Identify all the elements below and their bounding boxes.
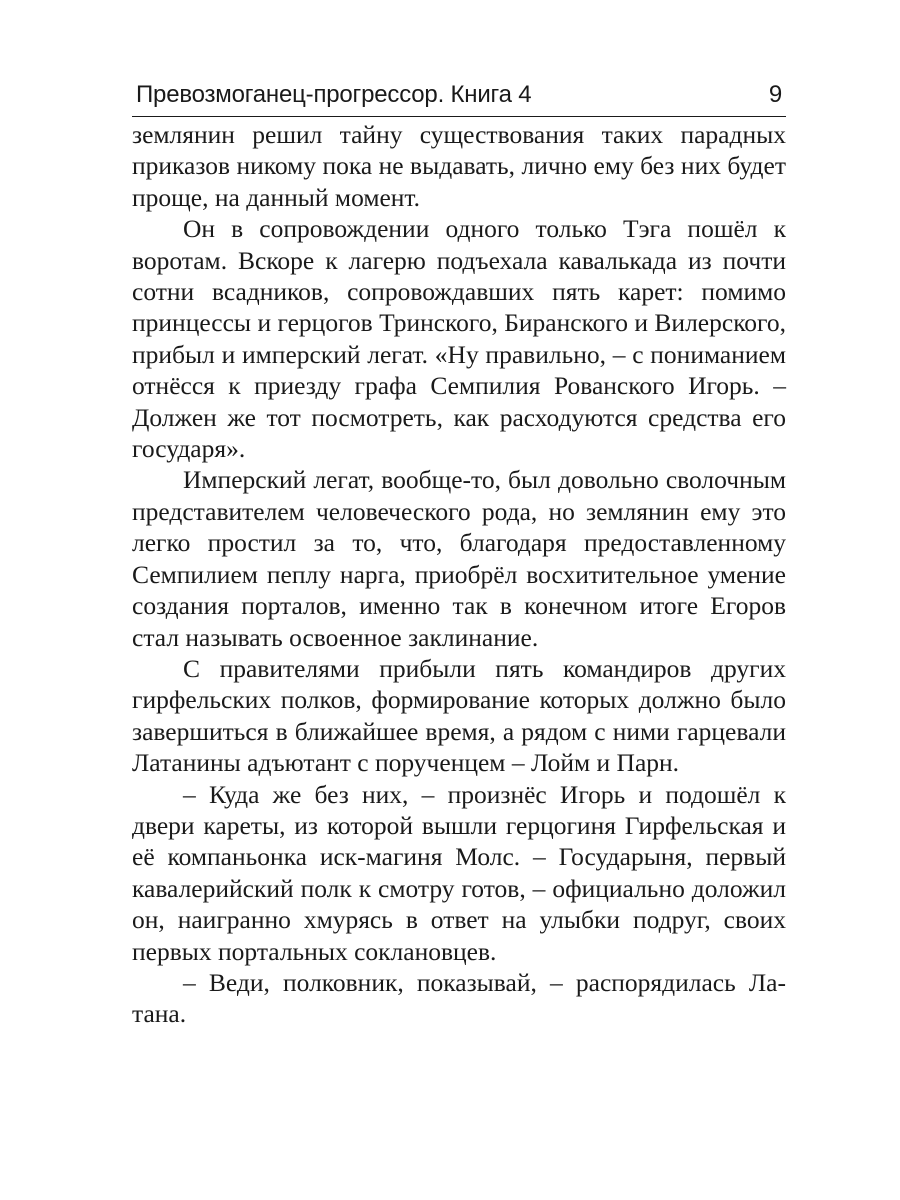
body-text <box>132 119 786 1030</box>
page-number: 9 <box>768 81 782 108</box>
paragraph: С правителями прибыли пять командиров других гирфельских полков, формирование которых должно было завершиться в ближайшее время, а рядом с ними гарцевали Латанины адъютант с порученцем – Лойм и Парн. <box>132 653 786 778</box>
book-page <box>132 78 786 1030</box>
paragraph: Имперский легат, вообще-то, был довольно сволочным представителем человеческого рода, но землянин ему это легко простил за то, что, благодаря предоставленному Семпилием пеплу нарга, приобрёл восхитительное умение создания порталов, именно так в конечном итоге Егоров стал называть освоенное заклинание. <box>132 465 786 652</box>
paragraph: землянин решил тайну существования таких парадных приказов никому пока не выдавать, лично ему без них будет проще, на данный момент. <box>132 120 786 212</box>
book-title: Превозмоганец-прогрессор. Книга 4 <box>136 81 532 108</box>
running-header <box>132 78 786 117</box>
paragraph: Он в сопровождении одного только Тэга пошёл к воротам. Вскоре к лагерю подъехала кавалькада из почти сотни всадников, сопровождавших пять карет: помимо принцессы и герцогов Тринского, Биранского и Вилерского, прибыл и имперский легат. «Ну правильно, – с пониманием отнёсся к приезду графа Семпилия Рованского Игорь. – Должен же тот посмотреть, как расходуются средства его государя». <box>132 214 786 464</box>
paragraph: – Веди, полковник, показывай, – распорядилась Латана. <box>132 967 786 1029</box>
paragraph: – Куда же без них, – произнёс Игорь и подошёл к двери кареты, из которой вышли герцогиня Гирфельская и её компаньонка иск-магиня Молс. – Государыня, первый кавалерийский полк к смотру готов, – официально доложил он, наигранно хмурясь в ответ на улыбки подруг, своих первых портальных соклановцев. <box>132 779 786 966</box>
